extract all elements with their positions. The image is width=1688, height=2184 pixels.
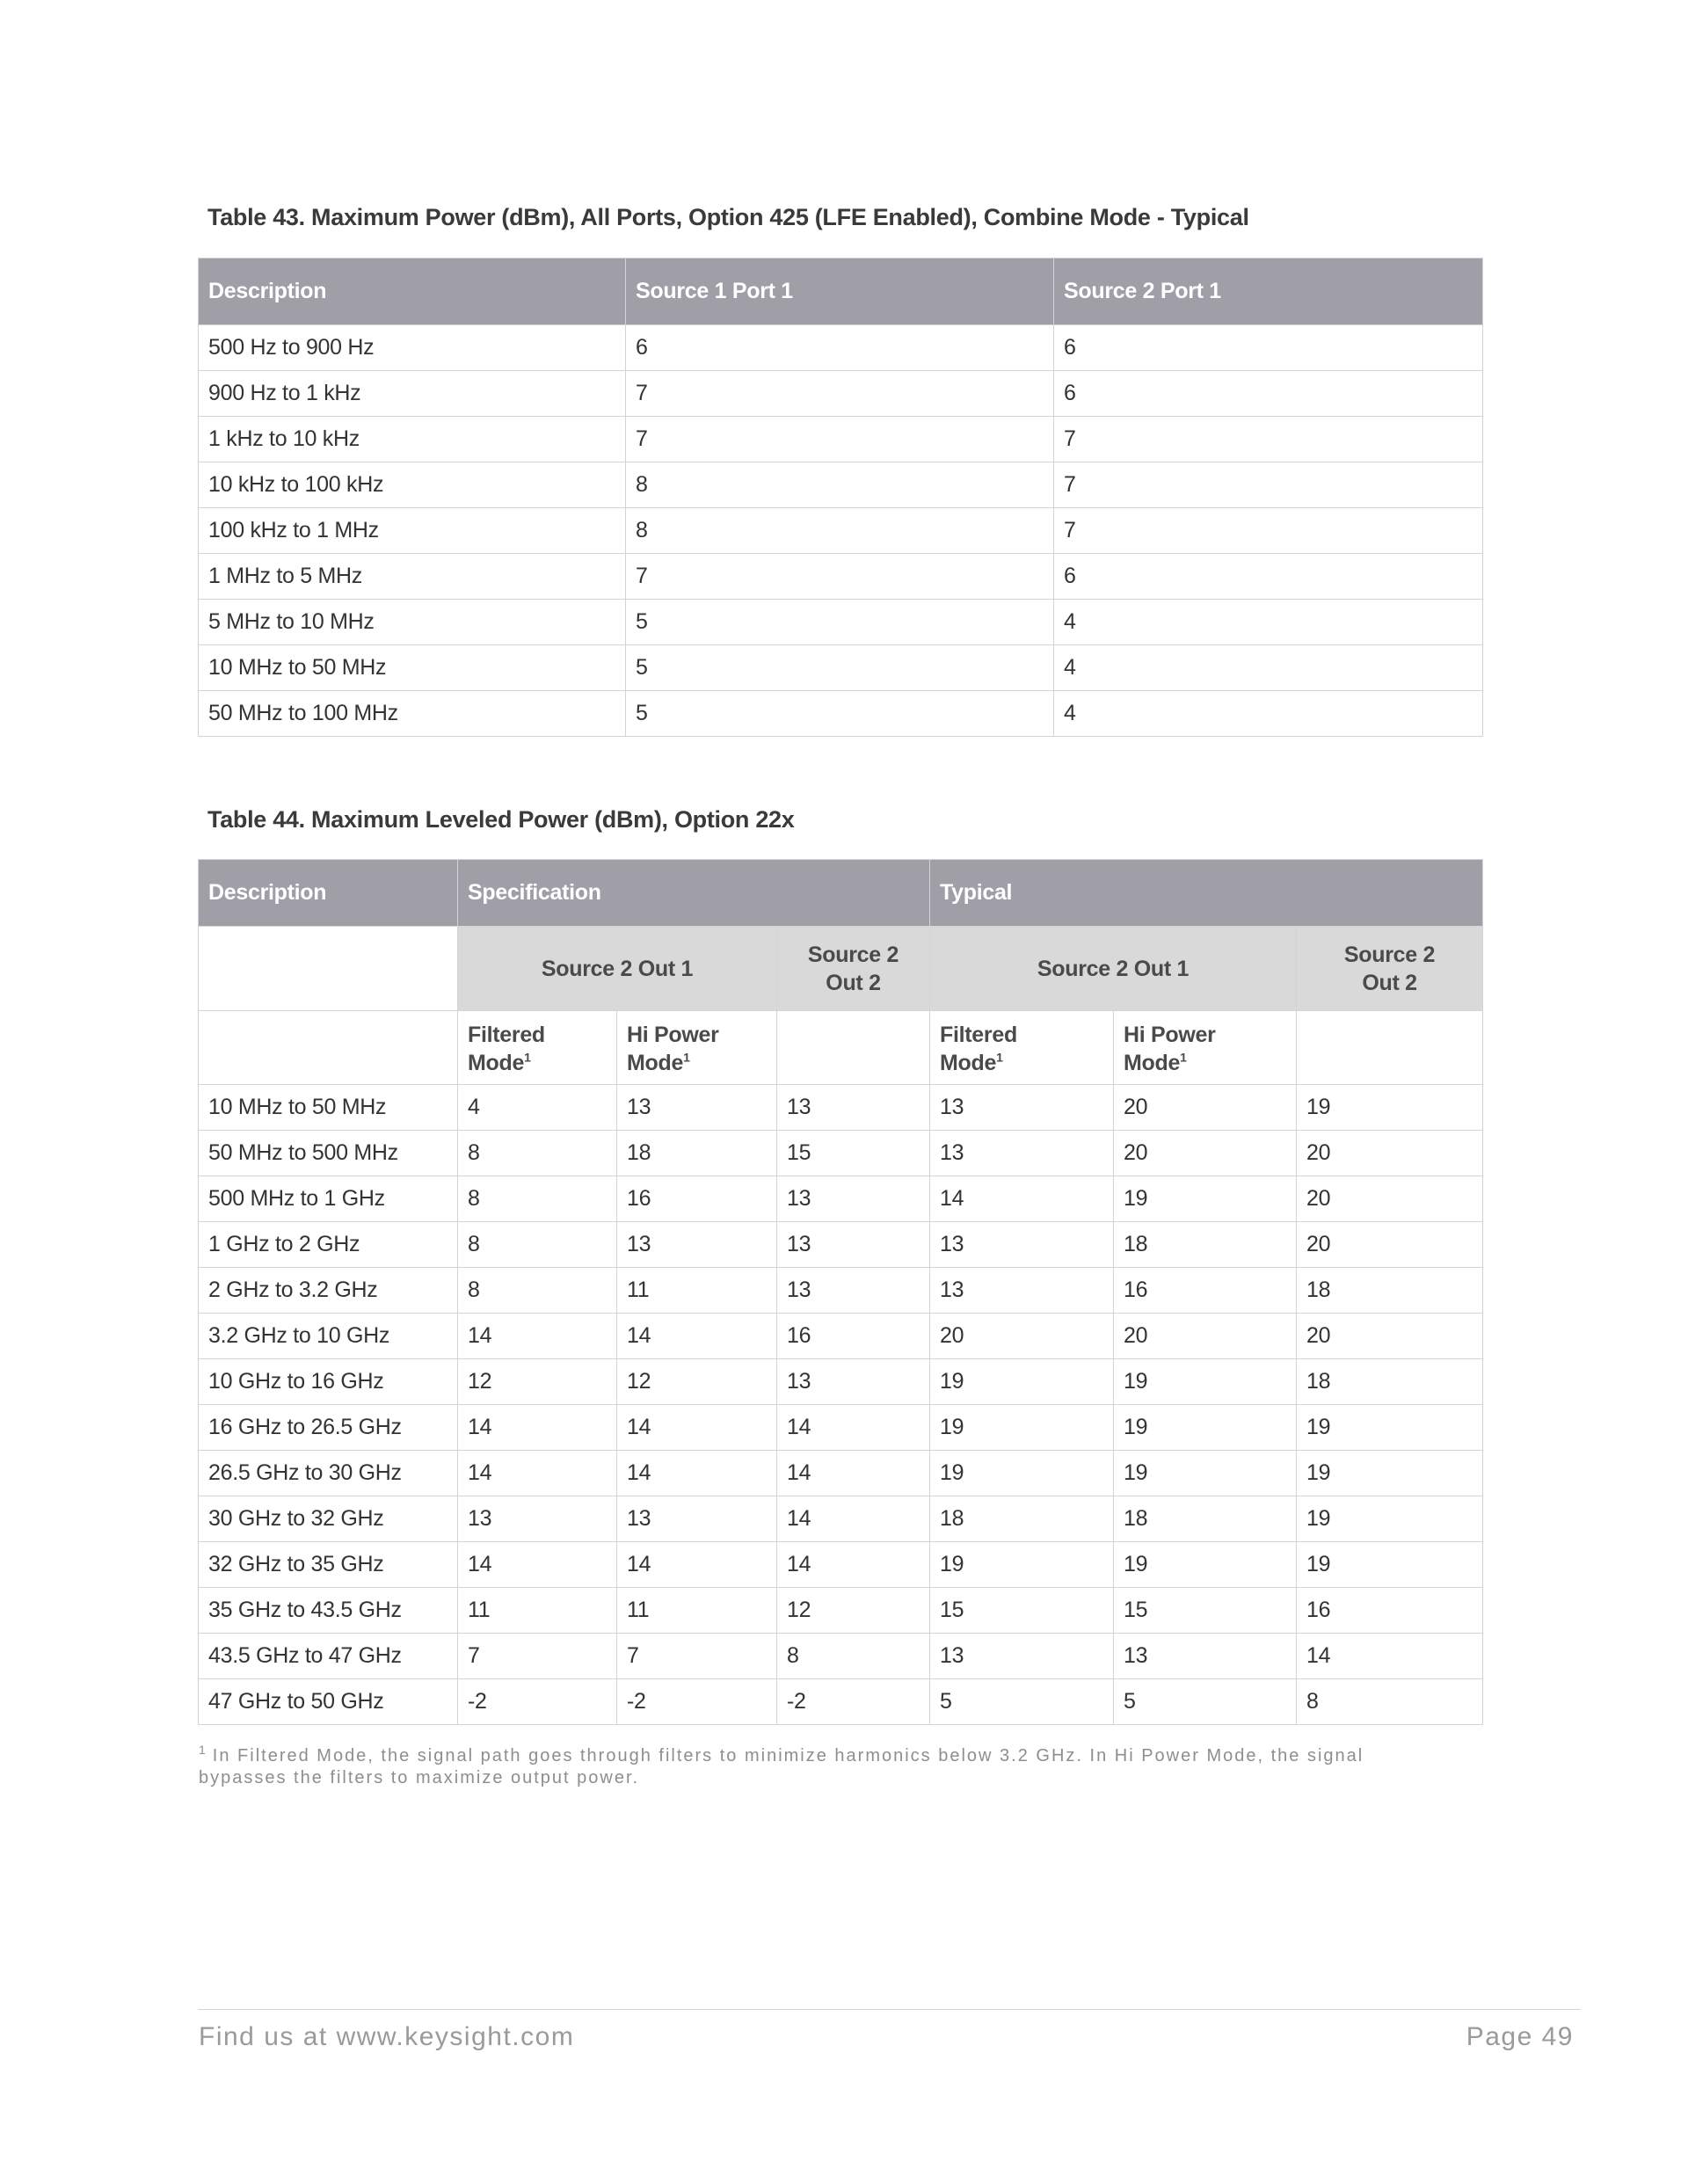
empty-cell xyxy=(777,1011,930,1085)
row-value-cell: 13 xyxy=(930,1634,1114,1679)
table-row xyxy=(199,1268,1483,1314)
row-value-cell: 7 xyxy=(626,554,1054,600)
row-value-cell: 13 xyxy=(930,1268,1114,1314)
row-value-cell: 19 xyxy=(1297,1085,1483,1131)
page-number: Page 49 xyxy=(1466,2022,1574,2051)
subheader-spec-source2-out2: Source 2 Out 2 xyxy=(777,927,930,1011)
row-description-cell: 32 GHz to 35 GHz xyxy=(199,1542,458,1588)
row-value-cell: 13 xyxy=(617,1085,777,1131)
table-44-title: Table 44. Maximum Leveled Power (dBm), Option 22x xyxy=(207,806,795,833)
row-value-cell: 14 xyxy=(777,1496,930,1542)
table-43-body xyxy=(199,325,1483,737)
row-value-cell: 6 xyxy=(1054,325,1483,371)
empty-cell xyxy=(1297,1011,1483,1085)
table-row xyxy=(199,1359,1483,1405)
mode-header-typ-filtered: Filtered Mode$^1$ xyxy=(930,1011,1114,1085)
row-value-cell: 14 xyxy=(617,1405,777,1451)
table-44-mode-row xyxy=(199,1011,1483,1085)
row-value-cell: 8 xyxy=(458,1131,617,1176)
row-value-cell: 20 xyxy=(1297,1314,1483,1359)
column-header-description: Description xyxy=(199,860,458,927)
footnote-marker: 1 xyxy=(199,1743,207,1758)
mode-header-typ-hipower: Hi Power Mode$^1$ xyxy=(1114,1011,1297,1085)
row-description-cell: 3.2 GHz to 10 GHz xyxy=(199,1314,458,1359)
row-value-cell: 7 xyxy=(626,417,1054,462)
row-value-cell: 5 xyxy=(930,1679,1114,1725)
row-description-cell: 100 kHz to 1 MHz xyxy=(199,508,626,554)
row-value-cell: 13 xyxy=(777,1268,930,1314)
row-value-cell: 13 xyxy=(617,1222,777,1268)
table-row xyxy=(199,1496,1483,1542)
row-value-cell: 12 xyxy=(777,1588,930,1634)
column-header-source2-port1: Source 2 Port 1 xyxy=(1054,258,1483,325)
table-44 xyxy=(198,859,1483,1725)
row-value-cell: 6 xyxy=(1054,554,1483,600)
mode-header-spec-hipower: Hi Power Mode$^1$ xyxy=(617,1011,777,1085)
row-value-cell: 13 xyxy=(777,1176,930,1222)
row-value-cell: 19 xyxy=(1114,1359,1297,1405)
table-row xyxy=(199,1176,1483,1222)
row-value-cell: 8 xyxy=(626,462,1054,508)
row-value-cell: 5 xyxy=(626,645,1054,691)
row-value-cell: 13 xyxy=(458,1496,617,1542)
row-value-cell: 20 xyxy=(1114,1131,1297,1176)
table-row xyxy=(199,417,1483,462)
subheader-spec-source2-out1: Source 2 Out 1 xyxy=(458,927,777,1011)
subheader-typ-source2-out2: Source 2 Out 2 xyxy=(1297,927,1483,1011)
footnote-marker: 1 xyxy=(996,1050,1003,1065)
row-value-cell: 19 xyxy=(1114,1542,1297,1588)
row-description-cell: 1 GHz to 2 GHz xyxy=(199,1222,458,1268)
row-value-cell: 18 xyxy=(1297,1268,1483,1314)
row-value-cell: 13 xyxy=(930,1222,1114,1268)
table-43 xyxy=(198,258,1483,737)
row-description-cell: 500 Hz to 900 Hz xyxy=(199,325,626,371)
row-value-cell: 6 xyxy=(626,325,1054,371)
row-value-cell: 4 xyxy=(1054,645,1483,691)
row-value-cell: 14 xyxy=(930,1176,1114,1222)
row-value-cell: 13 xyxy=(777,1085,930,1131)
table-row xyxy=(199,508,1483,554)
row-value-cell: 14 xyxy=(458,1451,617,1496)
table-row xyxy=(199,325,1483,371)
row-value-cell: -2 xyxy=(458,1679,617,1725)
row-value-cell: 14 xyxy=(617,1314,777,1359)
row-description-cell: 1 kHz to 10 kHz xyxy=(199,417,626,462)
table-row xyxy=(199,1222,1483,1268)
table-row xyxy=(199,1314,1483,1359)
row-value-cell: 20 xyxy=(930,1314,1114,1359)
row-value-cell: 20 xyxy=(1297,1131,1483,1176)
row-value-cell: 14 xyxy=(777,1405,930,1451)
table-43-header-row xyxy=(199,258,1483,325)
footnote-marker: 1 xyxy=(524,1050,531,1065)
row-value-cell: 8 xyxy=(1297,1679,1483,1725)
row-value-cell: 8 xyxy=(626,508,1054,554)
row-description-cell: 900 Hz to 1 kHz xyxy=(199,371,626,417)
row-description-cell: 30 GHz to 32 GHz xyxy=(199,1496,458,1542)
row-value-cell: 8 xyxy=(458,1176,617,1222)
row-value-cell: 5 xyxy=(626,691,1054,737)
mode-header-spec-filtered: Filtered Mode$^1$ xyxy=(458,1011,617,1085)
row-description-cell: 43.5 GHz to 47 GHz xyxy=(199,1634,458,1679)
row-value-cell: 20 xyxy=(1114,1314,1297,1359)
row-value-cell: 18 xyxy=(617,1131,777,1176)
row-description-cell: 50 MHz to 500 MHz xyxy=(199,1131,458,1176)
row-description-cell: 16 GHz to 26.5 GHz xyxy=(199,1405,458,1451)
table-row xyxy=(199,462,1483,508)
row-value-cell: 14 xyxy=(458,1542,617,1588)
row-value-cell: 18 xyxy=(1114,1496,1297,1542)
row-value-cell: 15 xyxy=(930,1588,1114,1634)
row-value-cell: 16 xyxy=(617,1176,777,1222)
footnote-marker: 1 xyxy=(1180,1050,1187,1065)
footnote-marker: 1 xyxy=(683,1050,690,1065)
row-value-cell: 11 xyxy=(617,1268,777,1314)
row-value-cell: 19 xyxy=(1297,1542,1483,1588)
table-row xyxy=(199,371,1483,417)
row-value-cell: 18 xyxy=(1297,1359,1483,1405)
table-row xyxy=(199,1085,1483,1131)
row-value-cell: 6 xyxy=(1054,371,1483,417)
table-44-body xyxy=(199,1085,1483,1725)
row-value-cell: 16 xyxy=(1114,1268,1297,1314)
row-value-cell: 5 xyxy=(1114,1679,1297,1725)
table-row xyxy=(199,691,1483,737)
row-value-cell: 12 xyxy=(458,1359,617,1405)
row-value-cell: 12 xyxy=(617,1359,777,1405)
table-row xyxy=(199,1588,1483,1634)
row-description-cell: 10 MHz to 50 MHz xyxy=(199,1085,458,1131)
row-value-cell: 18 xyxy=(930,1496,1114,1542)
table-44-subheader-row xyxy=(199,927,1483,1011)
row-value-cell: 7 xyxy=(1054,508,1483,554)
row-value-cell: 5 xyxy=(626,600,1054,645)
row-value-cell: 8 xyxy=(458,1268,617,1314)
column-header-source1-port1: Source 1 Port 1 xyxy=(626,258,1054,325)
table-row xyxy=(199,600,1483,645)
row-value-cell: 7 xyxy=(626,371,1054,417)
row-description-cell: 500 MHz to 1 GHz xyxy=(199,1176,458,1222)
row-value-cell: 14 xyxy=(1297,1634,1483,1679)
row-value-cell: 19 xyxy=(930,1359,1114,1405)
footer-website: Find us at www.keysight.com xyxy=(199,2022,575,2051)
column-header-specification: Specification xyxy=(458,860,930,927)
table-44-header-row xyxy=(199,860,1483,927)
row-value-cell: 14 xyxy=(617,1451,777,1496)
row-value-cell: 13 xyxy=(777,1359,930,1405)
footer-divider xyxy=(198,2009,1581,2010)
column-header-typical: Typical xyxy=(930,860,1483,927)
row-value-cell: 4 xyxy=(1054,600,1483,645)
row-value-cell: 7 xyxy=(617,1634,777,1679)
row-description-cell: 10 MHz to 50 MHz xyxy=(199,645,626,691)
empty-cell xyxy=(199,1011,458,1085)
table-row xyxy=(199,1131,1483,1176)
row-value-cell: 20 xyxy=(1297,1222,1483,1268)
row-value-cell: 14 xyxy=(458,1314,617,1359)
row-value-cell: -2 xyxy=(777,1679,930,1725)
row-description-cell: 35 GHz to 43.5 GHz xyxy=(199,1588,458,1634)
row-value-cell: 7 xyxy=(1054,462,1483,508)
row-description-cell: 1 MHz to 5 MHz xyxy=(199,554,626,600)
row-value-cell: 19 xyxy=(1114,1405,1297,1451)
row-value-cell: 15 xyxy=(777,1131,930,1176)
row-value-cell: 14 xyxy=(777,1451,930,1496)
table-row xyxy=(199,1679,1483,1725)
table-row xyxy=(199,554,1483,600)
row-description-cell: 26.5 GHz to 30 GHz xyxy=(199,1451,458,1496)
table-row xyxy=(199,1542,1483,1588)
row-value-cell: 13 xyxy=(930,1085,1114,1131)
row-value-cell: 16 xyxy=(1297,1588,1483,1634)
row-value-cell: 19 xyxy=(1114,1451,1297,1496)
row-value-cell: 8 xyxy=(777,1634,930,1679)
row-value-cell: 19 xyxy=(930,1542,1114,1588)
row-value-cell: 19 xyxy=(1114,1176,1297,1222)
row-value-cell: 8 xyxy=(458,1222,617,1268)
row-value-cell: 4 xyxy=(1054,691,1483,737)
row-value-cell: 7 xyxy=(458,1634,617,1679)
table-row xyxy=(199,1634,1483,1679)
row-value-cell: 15 xyxy=(1114,1588,1297,1634)
table-row xyxy=(199,1451,1483,1496)
row-value-cell: 19 xyxy=(930,1405,1114,1451)
table-row xyxy=(199,645,1483,691)
footnote xyxy=(199,1745,1377,1789)
row-value-cell: 19 xyxy=(1297,1451,1483,1496)
row-value-cell: 13 xyxy=(777,1222,930,1268)
row-description-cell: 2 GHz to 3.2 GHz xyxy=(199,1268,458,1314)
subheader-typ-source2-out1: Source 2 Out 1 xyxy=(930,927,1297,1011)
empty-cell xyxy=(199,927,458,1011)
row-value-cell: 11 xyxy=(458,1588,617,1634)
row-value-cell: -2 xyxy=(617,1679,777,1725)
row-value-cell: 4 xyxy=(458,1085,617,1131)
footnote-text: In Filtered Mode, the signal path goes through filters to minimize harmonics below 3.2 GHz. In Hi Power Mode, the signal bypasses the filters to maximize output power. xyxy=(199,1746,1364,1787)
row-value-cell: 20 xyxy=(1114,1085,1297,1131)
row-value-cell: 18 xyxy=(1114,1222,1297,1268)
row-value-cell: 16 xyxy=(777,1314,930,1359)
column-header-description: Description xyxy=(199,258,626,325)
table-43-title: Table 43. Maximum Power (dBm), All Ports, Option 425 (LFE Enabled), Combine Mode - Typical xyxy=(207,204,1249,230)
row-value-cell: 14 xyxy=(458,1405,617,1451)
row-description-cell: 10 kHz to 100 kHz xyxy=(199,462,626,508)
row-value-cell: 20 xyxy=(1297,1176,1483,1222)
row-value-cell: 19 xyxy=(1297,1405,1483,1451)
table-row xyxy=(199,1405,1483,1451)
row-value-cell: 13 xyxy=(930,1131,1114,1176)
row-value-cell: 13 xyxy=(617,1496,777,1542)
row-description-cell: 47 GHz to 50 GHz xyxy=(199,1679,458,1725)
row-value-cell: 14 xyxy=(777,1542,930,1588)
row-value-cell: 13 xyxy=(1114,1634,1297,1679)
row-value-cell: 19 xyxy=(1297,1496,1483,1542)
row-description-cell: 5 MHz to 10 MHz xyxy=(199,600,626,645)
row-value-cell: 19 xyxy=(930,1451,1114,1496)
row-value-cell: 11 xyxy=(617,1588,777,1634)
row-value-cell: 7 xyxy=(1054,417,1483,462)
row-value-cell: 14 xyxy=(617,1542,777,1588)
row-description-cell: 50 MHz to 100 MHz xyxy=(199,691,626,737)
row-description-cell: 10 GHz to 16 GHz xyxy=(199,1359,458,1405)
